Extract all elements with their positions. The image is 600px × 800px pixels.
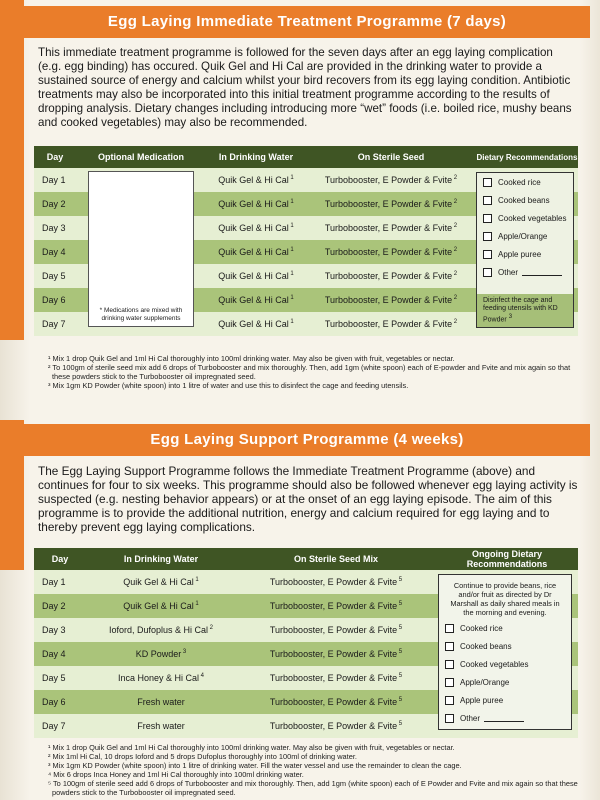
water-cell-text: Inca Honey & Hi Cal — [117, 673, 200, 683]
water-cell-text: Fresh water — [137, 721, 185, 731]
water-cell-footnote-ref: 4 — [199, 673, 205, 679]
day-cell-text: Day 6 — [42, 697, 66, 707]
water-cell — [86, 690, 236, 714]
water-cell — [86, 714, 236, 738]
seed-cell-text: Turbobooster, E Powder & Fvite — [269, 577, 398, 587]
seed-cell — [236, 570, 436, 594]
seed-cell — [236, 642, 436, 666]
diet-checkbox-item[interactable] — [477, 263, 573, 281]
diet-item-label: Apple/Orange — [460, 677, 510, 687]
col-header-seed: On Sterile Seed Mix — [236, 548, 436, 570]
dietary-checklist — [476, 172, 574, 328]
footnote: ¹ Mix 1 drop Quik Gel and 1ml Hi Cal thoroughly into 100ml drinking water. May also be given with fruit, vegetables or nectar. — [48, 354, 455, 363]
checkbox-icon[interactable] — [483, 250, 492, 259]
day-cell — [34, 312, 76, 336]
day-cell-text: Day 4 — [42, 247, 66, 257]
water-cell — [86, 594, 236, 618]
seed-cell — [236, 690, 436, 714]
water-cell — [206, 240, 306, 264]
checkbox-icon[interactable] — [445, 624, 454, 633]
water-cell-text: Quik Gel & Hi Cal — [218, 319, 289, 329]
day-cell-text: Day 6 — [42, 295, 66, 305]
day-cell — [34, 642, 86, 666]
seed-cell — [236, 666, 436, 690]
water-cell — [206, 216, 306, 240]
seed-cell-text: Turbobooster, E Powder & Fvite — [324, 223, 453, 233]
medication-note: * Medications are mixed with drinking water supplements — [99, 307, 183, 322]
water-cell — [206, 312, 306, 336]
seed-cell-text: Turbobooster, E Powder & Fvite — [269, 673, 398, 683]
diet-item-label: Cooked rice — [460, 623, 503, 633]
seed-cell-footnote-ref: 2 — [452, 319, 458, 325]
seed-cell — [236, 594, 436, 618]
checkbox-icon[interactable] — [445, 642, 454, 651]
col-header-day: Day — [34, 146, 76, 168]
left-orange-strip — [0, 0, 24, 340]
water-cell-footnote-ref: 1 — [288, 247, 294, 253]
seed-cell-text: Turbobooster, E Powder & Fvite — [324, 199, 453, 209]
water-cell-text: Quik Gel & Hi Cal — [218, 199, 289, 209]
day-cell-text: Day 2 — [42, 601, 66, 611]
water-cell-text: KD Powder — [135, 649, 182, 659]
day-cell — [34, 690, 86, 714]
checkbox-icon[interactable] — [445, 696, 454, 705]
water-cell-text: Quik Gel & Hi Cal — [218, 175, 289, 185]
diet-checkbox-item[interactable] — [477, 227, 573, 245]
water-cell-footnote-ref: 3 — [181, 649, 187, 655]
medication-box — [88, 171, 194, 327]
water-cell-text: Fresh water — [137, 697, 185, 707]
diet-item-label: Cooked vegetables — [460, 659, 529, 669]
checkbox-icon[interactable] — [483, 268, 492, 277]
water-cell — [86, 666, 236, 690]
col-header-water: In Drinking Water — [206, 146, 306, 168]
water-cell-footnote-ref: 2 — [208, 625, 214, 631]
water-cell — [206, 168, 306, 192]
checkbox-icon[interactable] — [445, 660, 454, 669]
footnote: ⁴ Mix 6 drops Inca Honey and 1ml Hi Cal thoroughly into 100ml drinking water. — [48, 770, 304, 779]
water-cell — [206, 288, 306, 312]
seed-cell-footnote-ref: 5 — [397, 577, 403, 583]
water-cell-text: Quik Gel & Hi Cal — [123, 577, 194, 587]
water-cell — [206, 264, 306, 288]
water-cell-text: Ioford, Dufoplus & Hi Cal — [108, 625, 209, 635]
day-cell-text: Day 1 — [42, 175, 66, 185]
water-cell-text: Quik Gel & Hi Cal — [123, 601, 194, 611]
diet-item-label: Apple puree — [460, 695, 504, 705]
col-header-day: Day — [34, 548, 86, 570]
seed-cell — [306, 312, 476, 336]
seed-cell — [306, 192, 476, 216]
ongoing-dietary-checklist — [438, 574, 572, 730]
seed-cell-text: Turbobooster, E Powder & Fvite — [269, 649, 398, 659]
diet-checkbox-item[interactable] — [439, 655, 571, 673]
footnote: ² To 100gm of sterile seed mix add 6 drops of Turbobooster and mix thoroughly. Then, add 1gm (white spoon) each of E-powder and Fvite and mix again so that these powders stick to the Turbobooster oil impregnated seed. — [48, 363, 571, 381]
diet-item-label: Cooked vegetables — [498, 213, 567, 223]
diet-checkbox-item[interactable] — [439, 709, 571, 727]
diet-checkbox-item[interactable] — [439, 637, 571, 655]
day-cell-text: Day 1 — [42, 577, 66, 587]
seed-cell-text: Turbobooster, E Powder & Fvite — [269, 697, 398, 707]
day-cell — [34, 666, 86, 690]
diet-item-label: Cooked beans — [460, 641, 512, 651]
water-cell-footnote-ref: 1 — [288, 199, 294, 205]
water-cell-footnote-ref: 1 — [288, 295, 294, 301]
diet-item-label: Apple/Orange — [498, 231, 548, 241]
disinfect-text: Disinfect the cage and feeding utensils with KD Powder — [483, 296, 558, 323]
seed-cell-footnote-ref: 2 — [452, 175, 458, 181]
section2-title: Egg Laying Support Programme (4 weeks) — [24, 424, 590, 456]
day-cell — [34, 168, 76, 192]
seed-cell-footnote-ref: 5 — [397, 625, 403, 631]
seed-cell-text: Turbobooster, E Powder & Fvite — [269, 601, 398, 611]
section1-footnotes — [48, 354, 578, 390]
water-cell — [86, 570, 236, 594]
section2-footnotes — [48, 743, 578, 797]
checkbox-icon[interactable] — [445, 714, 454, 723]
seed-cell-footnote-ref: 2 — [452, 199, 458, 205]
seed-cell-text: Turbobooster, E Powder & Fvite — [324, 295, 453, 305]
water-cell — [206, 192, 306, 216]
water-cell-footnote-ref: 1 — [193, 577, 199, 583]
water-cell-text: Quik Gel & Hi Cal — [218, 223, 289, 233]
seed-cell-text: Turbobooster, E Powder & Fvite — [324, 175, 453, 185]
water-cell-footnote-ref: 1 — [288, 271, 294, 277]
water-cell-footnote-ref: 1 — [288, 223, 294, 229]
seed-cell-footnote-ref: 2 — [452, 295, 458, 301]
diet-checkbox-item[interactable] — [477, 209, 573, 227]
seed-cell-text: Turbobooster, E Powder & Fvite — [324, 319, 453, 329]
diet-checkbox-item[interactable] — [439, 619, 571, 637]
diet-item-label: Other — [460, 713, 481, 723]
water-cell-text: Quik Gel & Hi Cal — [218, 295, 289, 305]
water-cell — [86, 642, 236, 666]
diet-item-label: Cooked beans — [498, 195, 550, 205]
day-cell-text: Day 2 — [42, 199, 66, 209]
checkbox-icon[interactable] — [483, 196, 492, 205]
day-cell — [34, 192, 76, 216]
day-cell — [34, 714, 86, 738]
day-cell-text: Day 7 — [42, 319, 66, 329]
diet-item-label: Other — [498, 267, 519, 277]
day-cell — [34, 216, 76, 240]
seed-cell-footnote-ref: 5 — [397, 697, 403, 703]
col-header-seed: On Sterile Seed — [306, 146, 476, 168]
seed-cell-footnote-ref: 5 — [397, 601, 403, 607]
footnote: ³ Mix 1gm KD Powder (white spoon) into 1 litre of water and use this to disinfect the cage and feeding utensils. — [48, 381, 409, 390]
table-header-row — [34, 548, 578, 570]
footnote: ¹ Mix 1 drop Quik Gel and 1ml Hi Cal thoroughly into 100ml drinking water. May also be given with fruit, vegetables or nectar. — [48, 743, 455, 752]
day-cell-text: Day 7 — [42, 721, 66, 731]
water-cell-footnote-ref: 1 — [288, 319, 294, 325]
seed-cell-footnote-ref: 2 — [452, 247, 458, 253]
day-cell-text: Day 4 — [42, 649, 66, 659]
day-cell-text: Day 5 — [42, 271, 66, 281]
day-cell-text: Day 3 — [42, 625, 66, 635]
diet-checkbox-item[interactable] — [477, 173, 573, 191]
section1-intro: This immediate treatment programme is followed for the seven days after an egg laying complication (e.g. egg binding) has occured. Quik Gel and Hi Cal are provided in the drinking water to provide a sustained source of energy and calcium whilst your bird recovers from its egg laying condition. Antibiotic treatments may also be incorporated into this initial treatment programme according to the results of dropping analysis. Dietary changes including introducing more “wet” foods (i.e. boiled rice, mushy beans and cooked vegetables) may also be recommended. — [38, 46, 572, 129]
water-cell-footnote-ref: 1 — [193, 601, 199, 607]
footnote: ³ Mix 1gm KD Powder (white spoon) into 1 litre of drinking water. Fill the water vessel and use the remainder to clean the cage. — [48, 761, 462, 770]
seed-cell — [236, 618, 436, 642]
seed-cell-text: Turbobooster, E Powder & Fvite — [324, 247, 453, 257]
day-cell-text: Day 5 — [42, 673, 66, 683]
footnote: ⁵ To 100gm of sterile seed add 6 drops of Turbobooster and mix thoroughly. Then, add 1gm (white spoon) each of E Powder and Fvite and mix again so that these powders stick to the Turbobooster oil impregnated seed. — [48, 779, 578, 797]
seed-cell-footnote-ref: 5 — [397, 649, 403, 655]
section1-title: Egg Laying Immediate Treatment Programme (7 days) — [24, 6, 590, 38]
day-cell-text: Day 3 — [42, 223, 66, 233]
seed-cell — [306, 264, 476, 288]
disinfect-note — [477, 294, 573, 327]
seed-cell-footnote-ref: 2 — [452, 223, 458, 229]
seed-cell-text: Turbobooster, E Powder & Fvite — [324, 271, 453, 281]
diet-checkbox-item[interactable] — [477, 245, 573, 263]
diet-item-label: Apple puree — [498, 249, 542, 259]
water-cell-text: Quik Gel & Hi Cal — [218, 247, 289, 257]
col-header-diet: Ongoing Dietary Recommendations — [436, 548, 578, 570]
water-cell — [86, 618, 236, 642]
seed-cell — [306, 168, 476, 192]
checkbox-icon[interactable] — [483, 214, 492, 223]
day-cell — [34, 240, 76, 264]
day-cell — [34, 618, 86, 642]
seed-cell — [306, 216, 476, 240]
col-header-water: In Drinking Water — [86, 548, 236, 570]
col-header-diet: Dietary Recommendations — [476, 146, 578, 168]
seed-cell — [236, 714, 436, 738]
footnote: ² Mix 1ml Hi Cal, 10 drops Ioford and 5 drops Dufoplus thoroughly into 100ml of drinking water. — [48, 752, 357, 761]
table-header-row — [34, 146, 578, 168]
diet-checkbox-item[interactable] — [439, 691, 571, 709]
day-cell — [34, 288, 76, 312]
disinfect-sup: 3 — [508, 313, 513, 320]
other-blank-line — [484, 715, 524, 722]
diet-checkbox-item[interactable] — [439, 673, 571, 691]
checkbox-icon[interactable] — [445, 678, 454, 687]
checkbox-icon[interactable] — [483, 178, 492, 187]
seed-cell-footnote-ref: 2 — [452, 271, 458, 277]
seed-cell — [306, 288, 476, 312]
section2-intro-text: The Egg Laying Support Programme follows the Immediate Treatment Programme (above) and continues for four to six weeks. This programme should also be followed whenever egg laying activity is suspected (e.g. nesting behavior appears) or at the onset of an egg laying episode. The aim of this programme is to provide the additional nutrition, energy and calcium required for egg laying and to thereby prevent egg laying complications. — [38, 464, 578, 534]
day-cell — [34, 570, 86, 594]
seed-cell-text: Turbobooster, E Powder & Fvite — [269, 625, 398, 635]
left-orange-strip-2 — [0, 420, 24, 570]
water-cell-text: Quik Gel & Hi Cal — [218, 271, 289, 281]
seed-cell-footnote-ref: 5 — [397, 721, 403, 727]
seed-cell-text: Turbobooster, E Powder & Fvite — [269, 721, 398, 731]
checkbox-icon[interactable] — [483, 232, 492, 241]
seed-cell — [306, 240, 476, 264]
col-header-medication: Optional Medication — [76, 146, 206, 168]
day-cell — [34, 264, 76, 288]
other-blank-line — [522, 269, 562, 276]
diet-note: Continue to provide beans, rice and/or fruit as directed by Dr Marshall as daily shared meals in the morning and evening. — [450, 581, 560, 617]
day-cell — [34, 594, 86, 618]
diet-checkbox-item[interactable] — [477, 191, 573, 209]
diet-item-label: Cooked rice — [498, 177, 541, 187]
section2-intro — [38, 464, 578, 534]
seed-cell-footnote-ref: 5 — [397, 673, 403, 679]
water-cell-footnote-ref: 1 — [288, 175, 294, 181]
